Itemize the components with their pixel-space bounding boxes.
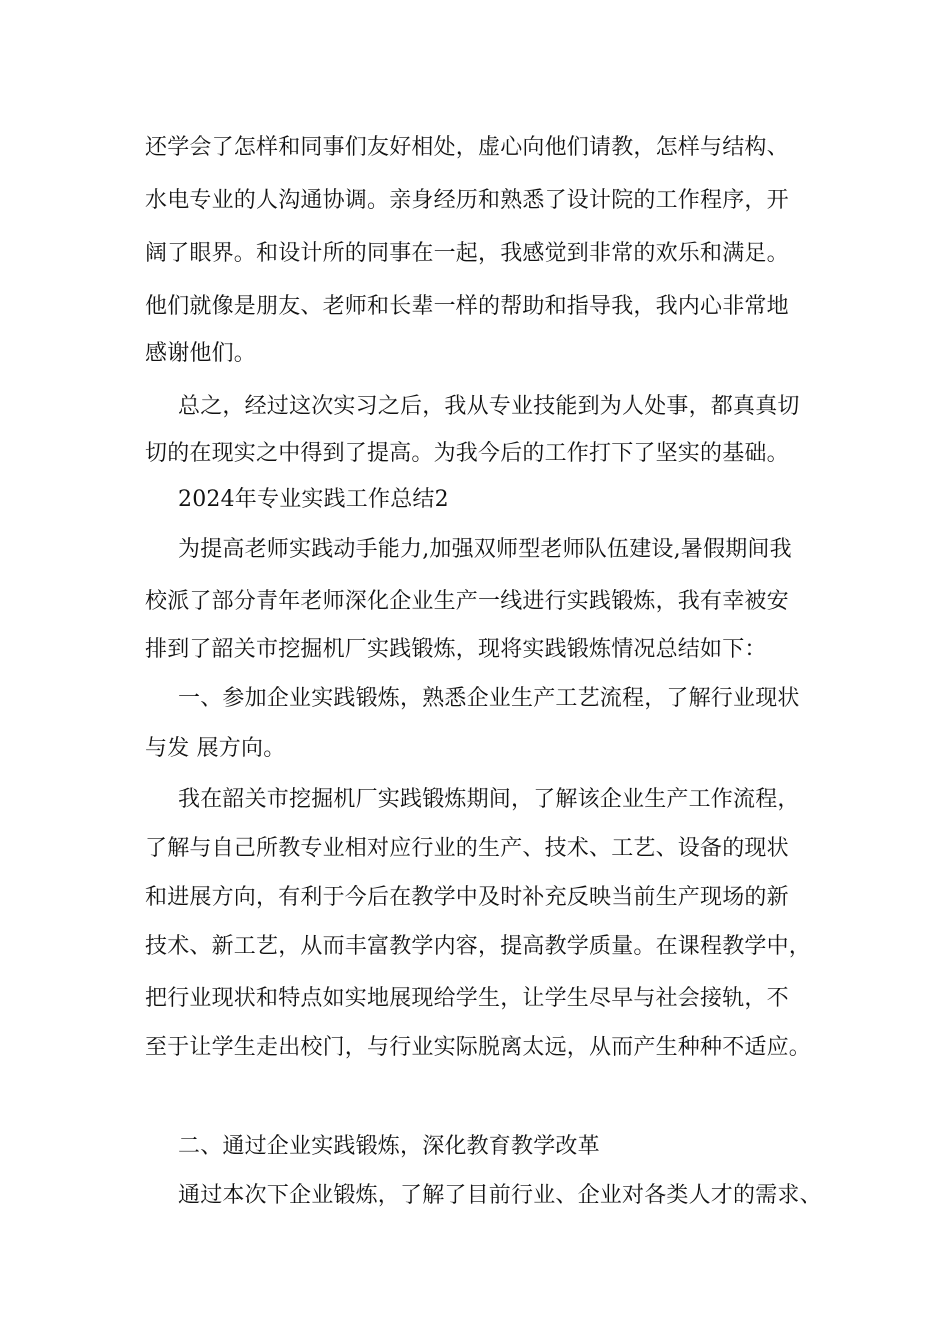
paragraph-first-line: 通过本次下企业锻炼，了解了目前行业、企业对各类人才的需求、 — [178, 1183, 822, 1208]
text-line: 把行业现状和特点如实地展现给学生，让学生尽早与社会接轨，不 — [145, 986, 789, 1011]
text-line: 和进展方向，有利于今后在教学中及时补充反映当前生产现场的新 — [145, 885, 789, 910]
text-line: 还学会了怎样和同事们友好相处，虚心向他们请教，怎样与结构、 — [145, 135, 789, 160]
subheading-line: 二、通过企业实践锻炼，深化教育教学改革 — [178, 1134, 600, 1159]
text-line: 水电专业的人沟通协调。亲身经历和熟悉了设计院的工作程序，开 — [145, 188, 789, 213]
subheading-line: 一、参加企业实践锻炼，熟悉企业生产工艺流程，了解行业现状 — [178, 686, 800, 711]
paragraph-first-line: 为提高老师实践动手能力,加强双师型老师队伍建设,暑假期间我 — [178, 537, 792, 562]
text-line: 感谢他们。 — [145, 341, 257, 366]
text-line: 排到了韶关市挖掘机厂实践锻炼，现将实践锻炼情况总结如下： — [145, 637, 767, 662]
text-line: 校派了部分青年老师深化企业生产一线进行实践锻炼，我有幸被安 — [145, 589, 789, 614]
section-title: 2024年专业实践工作总结2 — [178, 487, 449, 512]
text-line: 阔了眼界。和设计所的同事在一起，我感觉到非常的欢乐和满足。 — [145, 241, 789, 266]
text-line: 他们就像是朋友、老师和长辈一样的帮助和指导我，我内心非常地 — [145, 294, 789, 319]
text-line: 与发 展方向。 — [145, 736, 286, 761]
text-line: 切的在现实之中得到了提高。为我今后的工作打下了坚实的基础。 — [145, 441, 789, 466]
paragraph-first-line: 总之，经过这次实习之后，我从专业技能到为人处事，都真真切 — [178, 394, 800, 419]
text-line: 至于让学生走出校门，与行业实际脱离太远，从而产生种种不适应。 — [145, 1035, 812, 1060]
text-line: 技术、新工艺，从而丰富教学内容，提高教学质量。在课程教学中， — [145, 934, 812, 959]
text-line: 了解与自己所教专业相对应行业的生产、技术、工艺、设备的现状 — [145, 836, 789, 861]
paragraph-first-line: 我在韶关市挖掘机厂实践锻炼期间，了解该企业生产工作流程， — [178, 787, 800, 812]
